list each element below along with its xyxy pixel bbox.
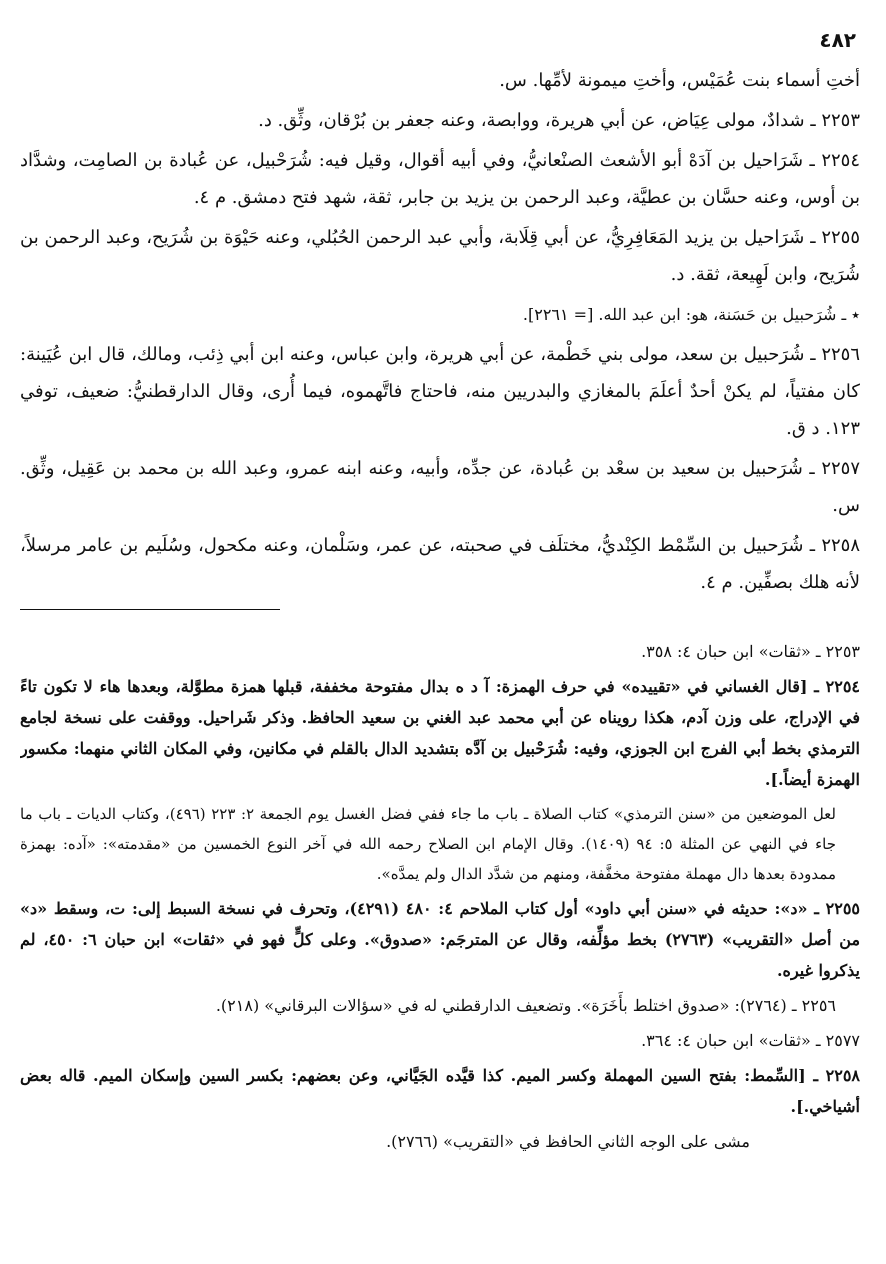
footnote-2255: ٢٢٥٥ ـ «د»: حديثه في «سنن أبي داود» أول كتاب الملاحم ٤: ٤٨٠ (٤٢٩١)، وتحرف في نسخة السبط إلى: ت، وسقط «د» من أصل «التقريب» (٢٧٦٣) بخط مؤلِّفه، وقال عن المترجَم: «صدوق». وعلى كلٍّ فهو في «ثقات» ابن حبان ٦: ٤٥٠، لم يذكروا غيره. <box>20 899 860 980</box>
footnote-2258: ٢٢٥٨ ـ [السِّمط: بفتح السين المهملة وكسر الميم. كذا قيَّده الجَيَّاني، وعن بعضهم: بكسر السين وإسكان الميم. قاله بعض أشياخي.]. <box>20 1066 860 1116</box>
entry-2254: ٢٢٥٤ ـ شَرَاحيل بن آدَهْ أبو الأشعث الصنْعانيُّ، وفي أبيه أقوال، وقيل فيه: شُرَحْبيل، عن عُبادة بن الصامِت، وشدَّاد بن أوس، وعنه حسَّان بن عطيَّة، وعبد الرحمن بن يزيد بن جابر، ثقة، شهد فتح دمشق. م ٤. <box>20 150 860 208</box>
entry-2257: ٢٢٥٧ ـ شُرَحبيل بن سعيد بن سعْد بن عُبادة، عن جدِّه، وأبيه، وعنه ابنه عمرو، وعبد الله بن محمد بن عَقِيل، وثِّق. س. <box>20 458 860 516</box>
entry-2255: ٢٢٥٥ ـ شَرَاحيل بن يزيد المَعَافِرِيُّ، عن أبي قِلَابة، وأبي عبد الرحمن الحُبُلي، وعنه حَيْوَة بن شُرَيح، وعبد الرحمن بن شُرَيح، وابن لَهِيعة، ثقة. د. <box>20 227 860 285</box>
footnote-divider <box>20 609 280 610</box>
page-number: ٤٨٢ <box>819 28 856 52</box>
entry-2258: ٢٢٥٨ ـ شُرَحبيل بن السِّمْط الكِنْديُّ، مختلَف في صحبته، عن عمر، وسَلْمان، وعنه مكحول، وسُلَيم بن عامر مرسلاً، لأنه هلك بصفِّين. م ٤. <box>20 535 860 593</box>
footnote-2258-note: مشى على الوجه الثاني الحافظ في «التقريب» (٢٧٦٦). <box>386 1132 750 1151</box>
footnote-2253: ٢٢٥٣ ـ «ثقات» ابن حبان ٤: ٣٥٨. <box>641 642 860 661</box>
entry-2256: ٢٢٥٦ ـ شُرَحبيل بن سعد، مولى بني خَطْمة، عن أبي هريرة، وابن عباس، وعنه ابن أبي ذِئب، ومالك، قال ابن عُيَينة: كان مفتياً، لم يكنْ أحدٌ أعلَمَ بالمغازي والبدريين منه، فاحتاج فاتَّهموه، فيما أُرى، وقال الدارقطنيُّ: ضعيف، توفي ١٢٣. د ق. <box>20 344 860 439</box>
footnotes <box>20 636 860 1157</box>
cross-reference-entry: ٭ ـ شُرَحبيل بن حَسَنة، هو: ابن عبد الله. [= ٢٢٦١]. <box>522 305 860 324</box>
book-page <box>20 28 860 1264</box>
entry-2253: ٢٢٥٣ ـ شدادٌ، مولى عِيَاض، عن أبي هريرة، ووابصة، وعنه جعفر بن بُرْقان، وثِّق. د. <box>258 110 860 131</box>
main-text <box>20 62 860 601</box>
footnote-2256: ٢٢٥٦ ـ (٢٧٦٤): «صدوق اختلط بأَخَرَة». وتضعيف الدارقطني له في «سؤالات البرقاني» (٢١٨). <box>215 996 836 1015</box>
entry-continuation: أختِ أسماء بنت عُمَيْس، وأختِ ميمونة لأمِّها. س. <box>499 70 860 91</box>
footnote-2254-note: لعل الموضعين من «سنن الترمذي» كتاب الصلاة ـ باب ما جاء ففي فضل الغسل يوم الجمعة ٢: ٢٢٣ (٤٩٦)، وكتاب الديات ـ باب ما جاء في النهي عن المثلة ٥: ٩٤ (١٤٠٩). وقال الإمام ابن الصلاح رحمه الله في آخر النوع الخمسين من «مقدمته»: «آده: بهمزة ممدودة بعدها دال مهملة مفتوحة مخفَّفة، ومنهم من شدَّد الدال ولم يمدَّه». <box>20 805 837 883</box>
footnote-2577: ٢٥٧٧ ـ «ثقات» ابن حبان ٤: ٣٦٤. <box>641 1031 860 1050</box>
footnote-2254: ٢٢٥٤ ـ [قال الغساني في «تقييده» في حرف الهمزة: آ د ه بدال مفتوحة مخففة، قبلها همزة مطوَّلة، وبعدها هاء لا تكون تاءً في الإدراج، على وزن آدم، هكذا رويناه عن أبي محمد عبد الغني بن سعيد الحافظ. وذكر شَراحيل. ووقفت على نسخة لجامع الترمذي بخط أبي الفرج ابن الجوزي، وفيه: شُرَحْبيل بن آدَّه بتشديد الدال بالقلم في مكانين، وفي المكان الثاني منهما: مكسور الهمزة أيضاً.]. <box>20 677 860 789</box>
